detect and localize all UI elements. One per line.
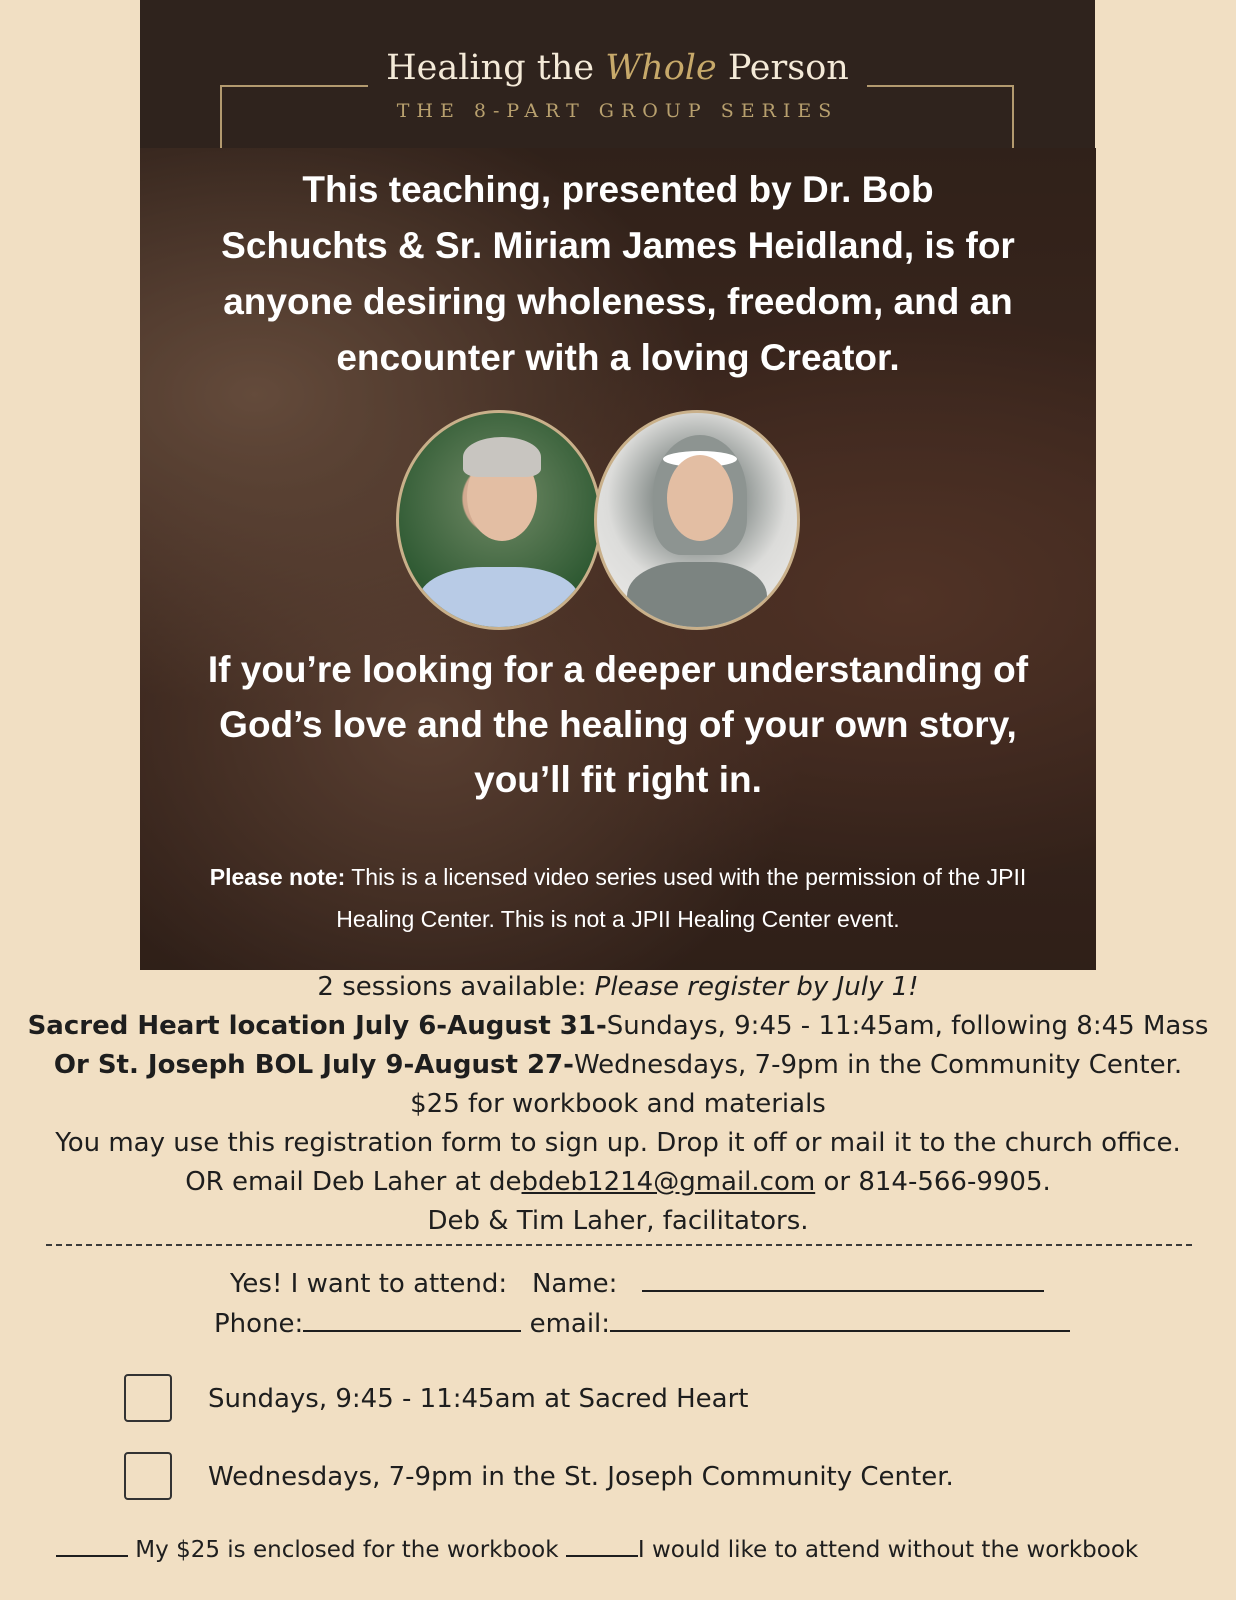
presenter-portrait-miriam (594, 410, 800, 630)
cut-line (46, 1244, 1192, 1246)
sessions-line: 2 sessions available: Please register by July 1! (317, 972, 919, 1002)
presenter-portrait-bob (396, 410, 602, 630)
note-label: Please note: (209, 864, 346, 890)
workbook-blank[interactable] (56, 1537, 128, 1557)
no-workbook-blank[interactable] (566, 1537, 638, 1557)
series-title: Healing the Whole Person (140, 48, 1095, 88)
title-emphasis: Whole (605, 48, 717, 88)
wednesday-checkbox[interactable] (124, 1452, 172, 1500)
attend-row: Yes! I want to attend: Name: (230, 1266, 1044, 1299)
phone-field[interactable] (303, 1306, 521, 1332)
st-joseph-line: Or St. Joseph BOL July 9-August 27-Wednesdays, 7-9pm in the Community Center. (53, 1050, 1183, 1080)
hero-image (140, 148, 1096, 970)
form-instructions: You may use this registration form to sign up. Drop it off or mail it to the church office. (55, 1128, 1181, 1158)
intro-text: This teaching, presented by Dr. Bob Schuchts & Sr. Miriam James Heidland, is for anyone desiring wholeness, freedom, and an encounter with a loving Creator. (221, 169, 1015, 378)
wednesday-option-label: Wednesdays, 7-9pm in the St. Joseph Community Center. (208, 1462, 954, 1492)
workbook-row: My $25 is enclosed for the workbook I would like to attend without the workbook (56, 1537, 1138, 1563)
contact-line: OR email Deb Laher at debdeb1214@gmail.com or 814-566-9905. (185, 1167, 1051, 1197)
license-note: Please note: This is a licensed video series used with the permission of the JPII Healing Center. This is not a JPII Healing Center event. (209, 864, 1027, 932)
facilitators-line: Deb & Tim Laher, facilitators. (427, 1206, 809, 1236)
sunday-option-label: Sundays, 9:45 - 11:45am at Sacred Heart (208, 1384, 749, 1414)
sunday-checkbox[interactable] (124, 1374, 172, 1422)
email-link[interactable]: bdeb1214@gmail.com (521, 1167, 816, 1197)
session-info (0, 968, 1236, 1241)
sacred-heart-line: Sacred Heart location July 6-August 31-Sundays, 9:45 - 11:45am, following 8:45 Mass (27, 1011, 1209, 1041)
cta-text: If you’re looking for a deeper understanding of God’s love and the healing of your own story, you’ll fit right in. (207, 649, 1029, 800)
cost-line: $25 for workbook and materials (410, 1089, 826, 1119)
series-subtitle: THE 8-PART GROUP SERIES (396, 100, 839, 122)
series-banner (140, 0, 1095, 148)
email-field[interactable] (610, 1306, 1070, 1332)
name-field[interactable] (642, 1266, 1044, 1292)
contact-row: Phone: email: (214, 1306, 1070, 1339)
